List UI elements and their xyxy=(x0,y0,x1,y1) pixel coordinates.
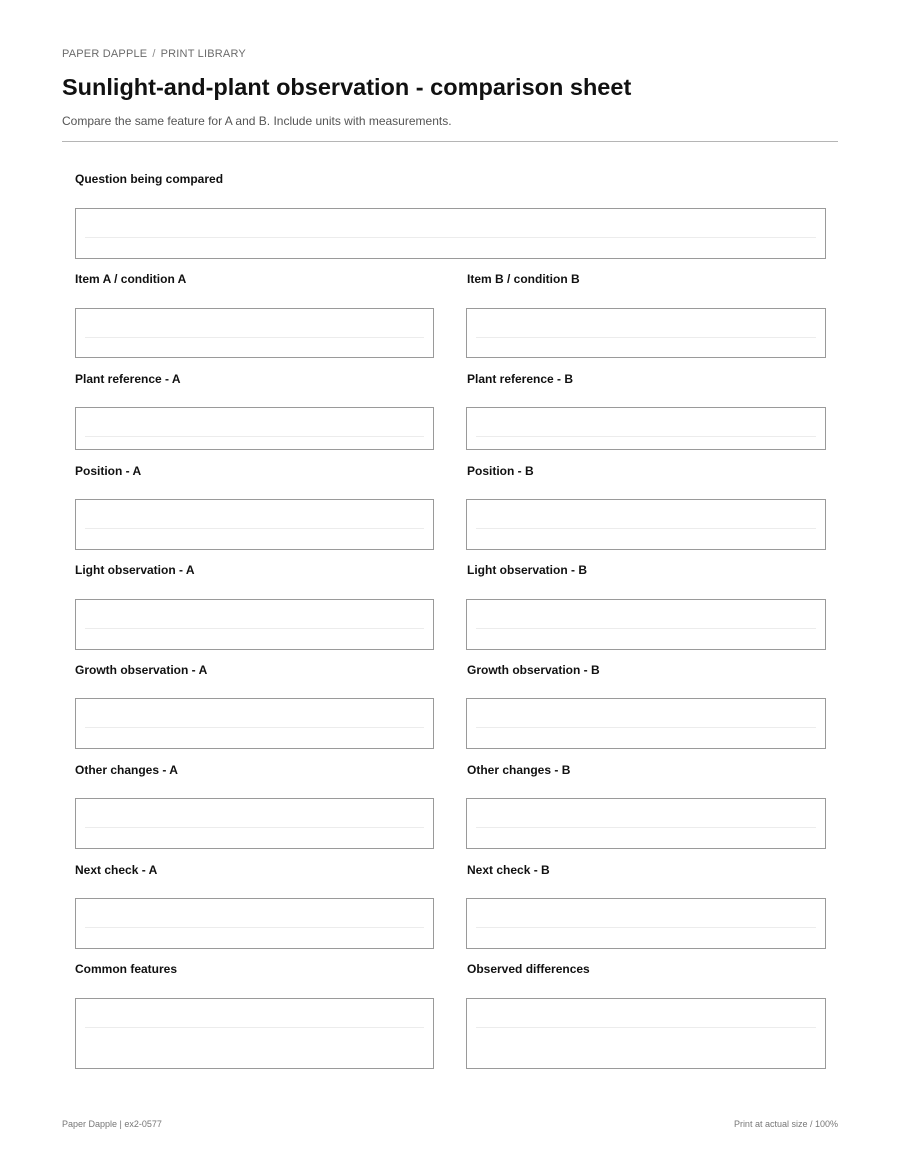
position-b-label: Position - B xyxy=(467,464,534,478)
writing-line xyxy=(476,727,816,728)
writing-line xyxy=(85,727,424,728)
light-observation-a-field[interactable] xyxy=(75,599,434,650)
growth-observation-a-field[interactable] xyxy=(75,698,434,749)
writing-line xyxy=(85,1027,424,1028)
position-a-field[interactable] xyxy=(75,499,434,550)
writing-line xyxy=(85,528,424,529)
breadcrumb-brand[interactable]: PAPER DAPPLE xyxy=(62,48,148,60)
light-observation-a-label: Light observation - A xyxy=(75,563,195,577)
other-changes-a-label: Other changes - A xyxy=(75,763,178,777)
next-check-a-field[interactable] xyxy=(75,898,434,949)
observed-differences-label: Observed differences xyxy=(467,962,590,976)
light-observation-b-label: Light observation - B xyxy=(467,563,587,577)
next-check-b-field[interactable] xyxy=(466,898,826,949)
writing-line xyxy=(476,337,816,338)
breadcrumb-separator: / xyxy=(152,48,156,60)
writing-line xyxy=(476,827,816,828)
position-a-label: Position - A xyxy=(75,464,142,478)
item-a-field[interactable] xyxy=(75,308,434,358)
writing-line xyxy=(476,1027,816,1028)
common-features-field[interactable] xyxy=(75,998,434,1069)
plant-reference-b-label: Plant reference - B xyxy=(467,372,574,386)
plant-reference-a-field[interactable] xyxy=(75,407,434,450)
other-changes-a-field[interactable] xyxy=(75,798,434,849)
header-divider xyxy=(62,141,838,142)
writing-line xyxy=(85,436,424,437)
item-b-label: Item B / condition B xyxy=(467,272,580,286)
writing-line xyxy=(85,827,424,828)
question-label: Question being compared xyxy=(75,172,224,186)
observed-differences-field[interactable] xyxy=(466,998,826,1069)
common-features-label: Common features xyxy=(75,962,178,976)
next-check-a-label: Next check - A xyxy=(75,863,158,877)
next-check-b-label: Next check - B xyxy=(467,863,550,877)
writing-line xyxy=(476,927,816,928)
writing-line xyxy=(85,628,424,629)
breadcrumb-section[interactable]: PRINT LIBRARY xyxy=(160,48,246,60)
other-changes-b-field[interactable] xyxy=(466,798,826,849)
item-b-field[interactable] xyxy=(466,308,826,358)
growth-observation-b-field[interactable] xyxy=(466,698,826,749)
plant-reference-a-label: Plant reference - A xyxy=(75,372,181,386)
page-title: Sunlight-and-plant observation - comparison sheet xyxy=(62,74,632,100)
position-b-field[interactable] xyxy=(466,499,826,550)
writing-line xyxy=(85,337,424,338)
footer-reference: Paper Dapple | ex2-0577 xyxy=(62,1119,162,1129)
writing-line xyxy=(476,628,816,629)
writing-line xyxy=(85,237,816,238)
item-a-label: Item A / condition A xyxy=(75,272,187,286)
other-changes-b-label: Other changes - B xyxy=(467,763,571,777)
writing-line xyxy=(476,436,816,437)
writing-line xyxy=(85,927,424,928)
page-subtitle: Compare the same feature for A and B. Include units with measurements. xyxy=(62,114,452,128)
plant-reference-b-field[interactable] xyxy=(466,407,826,450)
footer-print-note: Print at actual size / 100% xyxy=(733,1119,838,1129)
question-field[interactable] xyxy=(75,208,826,259)
growth-observation-b-label: Growth observation - B xyxy=(467,663,600,677)
breadcrumb xyxy=(62,48,246,60)
writing-line xyxy=(476,528,816,529)
growth-observation-a-label: Growth observation - A xyxy=(75,663,208,677)
light-observation-b-field[interactable] xyxy=(466,599,826,650)
